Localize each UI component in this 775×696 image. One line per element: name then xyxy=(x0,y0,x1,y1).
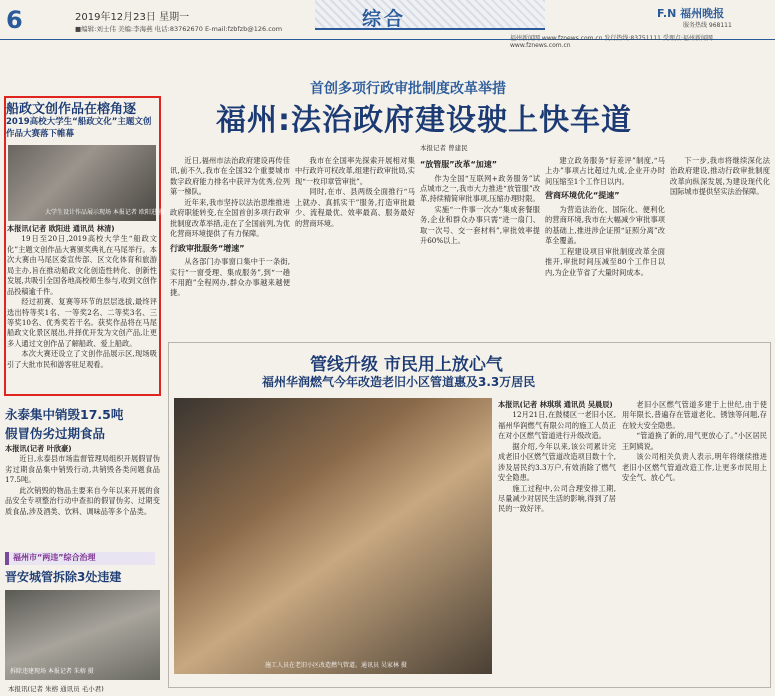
main-headline: 福州:法治政府建设驶上快车道 xyxy=(216,103,632,138)
paragraph: 19日至20日,2019高校大学生“船政文化”主题文创作品大赛颁奖典礼在马尾举行。本次大赛由马尾区委宣传部、区文化体育和旅游局主办,旨在推动船政文化创造性转化、创新性发展,共吸引全国各地高校师生参与,收到文创作品投稿逾千件。 xyxy=(7,234,157,296)
section-banner xyxy=(315,0,545,30)
story3-byline: 本报讯(记者 朱榕 通讯员 毛小君) xyxy=(8,685,104,693)
paragraph: 12月21日,在鼓楼区一老旧小区,福州华润燃气有限公司的施工人员正在对小区燃气管道进行升级改造。 xyxy=(498,410,616,441)
box-headline: 管线升级 市民用上放心气 xyxy=(310,355,503,375)
box-col-1 xyxy=(498,400,616,680)
main-kicker: 首创多项行政审批制度改革举措 xyxy=(310,81,506,97)
paragraph: 建立政务服务“好差评”制度,“马上办”事项占比超过九成,企业开办时间压缩至1个工作日以内。 xyxy=(545,156,665,186)
paragraph: 近日,永泰县市场监督管理局组织开展假冒伪劣过期食品集中销毁行动,共销毁各类问题食品17.5吨。 xyxy=(5,454,160,485)
editor-info: ■编辑:刘士伟 美编:李海燕 电话:83762670 E-mail:fzbfzb@126.com xyxy=(75,25,283,33)
paragraph: 下一步,我市将继续深化法治政府建设,推动行政审批制度改革向纵深发展,为建设现代化国际城市提供坚实法治保障。 xyxy=(670,156,770,197)
paragraph: 实施“一件事一次办”集成套餐服务,企业和群众办事只需“进一扇门、取一次号、交一套材料”,审批效率提升60%以上。 xyxy=(420,204,540,246)
main-col-5 xyxy=(670,156,770,332)
story3-tag: 福州市“两违”综合治理 xyxy=(5,552,155,565)
byline: 本报讯(记者 欧阳进 通讯员 林清) xyxy=(7,224,115,233)
story3-caption: 拆除违建现场 本报记者 朱榕 摄 xyxy=(10,668,94,675)
main-col-1 xyxy=(170,156,290,332)
paragraph: 近年来,我市坚持以法治思维推进政府职能转变,在全国首创多项行政审批制度改革举措,走在了全国前列,为优化营商环境提供了有力保障。 xyxy=(170,197,290,239)
box-photo xyxy=(174,398,492,674)
box-subhead: 福州华润燃气今年改造老旧小区管道惠及3.3万居民 xyxy=(262,375,536,389)
subheading: 营商环境优化“提速” xyxy=(545,191,620,201)
paragraph: 此次销毁的物品主要来自今年以来开展的食品安全专项整治行动中查扣的假冒伪劣、过期变质食品,涉及酒类、饮料、调味品等多个品类。 xyxy=(5,485,160,516)
paragraph: 我市在全国率先探索开展相对集中行政许可权改革,组建行政审批局,实现“一枚印章管审批”。 xyxy=(295,156,415,186)
paragraph: 为营造法治化、国际化、便利化的营商环境,我市在大幅减少审批事项的基础上,推进涉企证照“证照分离”改革全覆盖。 xyxy=(545,204,665,246)
paragraph: “管道换了新的,用气更放心了。”小区居民王阿姨说。 xyxy=(622,431,767,451)
paragraph: 从各部门办事窗口集中于一条街,实行“一窗受理、集成服务”,到“一趟不用跑”全程网办,群众办事越来越便捷。 xyxy=(170,257,290,298)
section-title: 综合 xyxy=(362,8,407,30)
main-col-3 xyxy=(420,156,540,332)
paragraph: 老旧小区燃气管道多建于上世纪,由于使用年限长,普遍存在管道老化、锈蚀等问题,存在较大安全隐患。 xyxy=(622,400,767,430)
left-story-caption: 大学生设计作品展示现场 本报记者 欧阳进 摄 xyxy=(45,209,165,216)
paragraph: 经过初赛、复赛等环节的层层选拔,最终评选出特等奖1名、一等奖2名、二等奖3名、三等奖10名、优秀奖若干名。获奖作品将在马尾船政文化景区展出,并择优开发为文创产品,让更多人通过文创作品了解船政、爱上船政。 xyxy=(7,297,157,348)
newspaper-logo: F.N 福州晚报 xyxy=(657,7,725,20)
contact-info: 福州新闻网 www.fznews.com.cn 发行热线:83751111 受理点:福州新闻网 www.fznews.com.cn xyxy=(510,35,713,49)
left-story-subhead: 2019高校大学生“船政文化”主题文创作品大赛落下帷幕 xyxy=(6,117,152,139)
paragraph: 同时,在市、县两级全面推行“马上就办、真抓实干”服务,打造审批最少、流程最优、效率最高、服务最好的营商环境。 xyxy=(295,187,415,228)
box-photo-caption: 施工人员在老旧小区改造燃气管道。通讯员 吴家林 摄 xyxy=(265,662,407,669)
box-col-2 xyxy=(622,400,767,680)
hotline: 服务热线 968111 xyxy=(683,22,732,29)
paragraph: 近日,福州市法治政府建设再传佳讯,前不久,我市在全国32个重要城市数字政府能力排名中获评为优秀,位列第一梯队。 xyxy=(170,156,290,197)
main-byline: 本报记者 曾建民 xyxy=(420,144,468,152)
paragraph: 该公司相关负责人表示,明年将继续推进老旧小区燃气管道改造工作,让更多市民用上安全气、放心气。 xyxy=(622,452,767,483)
paragraph: 工程建设项目审批制度改革全面推开,审批时间压减至80个工作日以内,为企业节省了大量时间成本。 xyxy=(545,246,665,277)
page-header xyxy=(0,0,775,49)
subheading: 行政审批服务“增速” xyxy=(170,243,245,253)
subheading: “放管服”改革“加速” xyxy=(420,160,498,169)
main-col-2 xyxy=(295,156,415,332)
byline: 本报讯(记者 叶欣豪) xyxy=(5,444,72,453)
story2-headline-2: 假冒伪劣过期食品 xyxy=(5,426,106,441)
paragraph: 作为全国“互联网+政务服务”试点城市之一,我市大力推进“放管服”改革,持续精简审批事项,压缩办理时限。 xyxy=(420,173,540,204)
story3-headline: 晋安城管拆除3处违建 xyxy=(5,570,122,584)
main-col-4 xyxy=(545,156,665,332)
story2-body xyxy=(5,444,160,538)
issue-date: 2019年12月23日 星期一 xyxy=(75,12,190,23)
paragraph: 据介绍,今年以来,该公司累计完成老旧小区燃气管道改造项目数十个,涉及居民约3.3万户,有效消除了燃气安全隐患。 xyxy=(498,441,616,483)
left-story-body xyxy=(7,224,157,392)
byline: 本报讯(记者 林琪琪 通讯员 吴晨辰) xyxy=(498,400,613,409)
left-story-headline: 船政文创作品在榕角逐 xyxy=(6,102,137,117)
paragraph: 本次大赛还设立了文创作品展示区,现场吸引了大批市民和游客驻足观看。 xyxy=(7,349,157,369)
paragraph: 施工过程中,公司合理安排工期,尽量减少对居民生活的影响,得到了居民的一致好评。 xyxy=(498,483,616,514)
story2-headline-1: 永泰集中销毁17.5吨 xyxy=(5,407,124,422)
page-number: 6 xyxy=(6,6,23,34)
